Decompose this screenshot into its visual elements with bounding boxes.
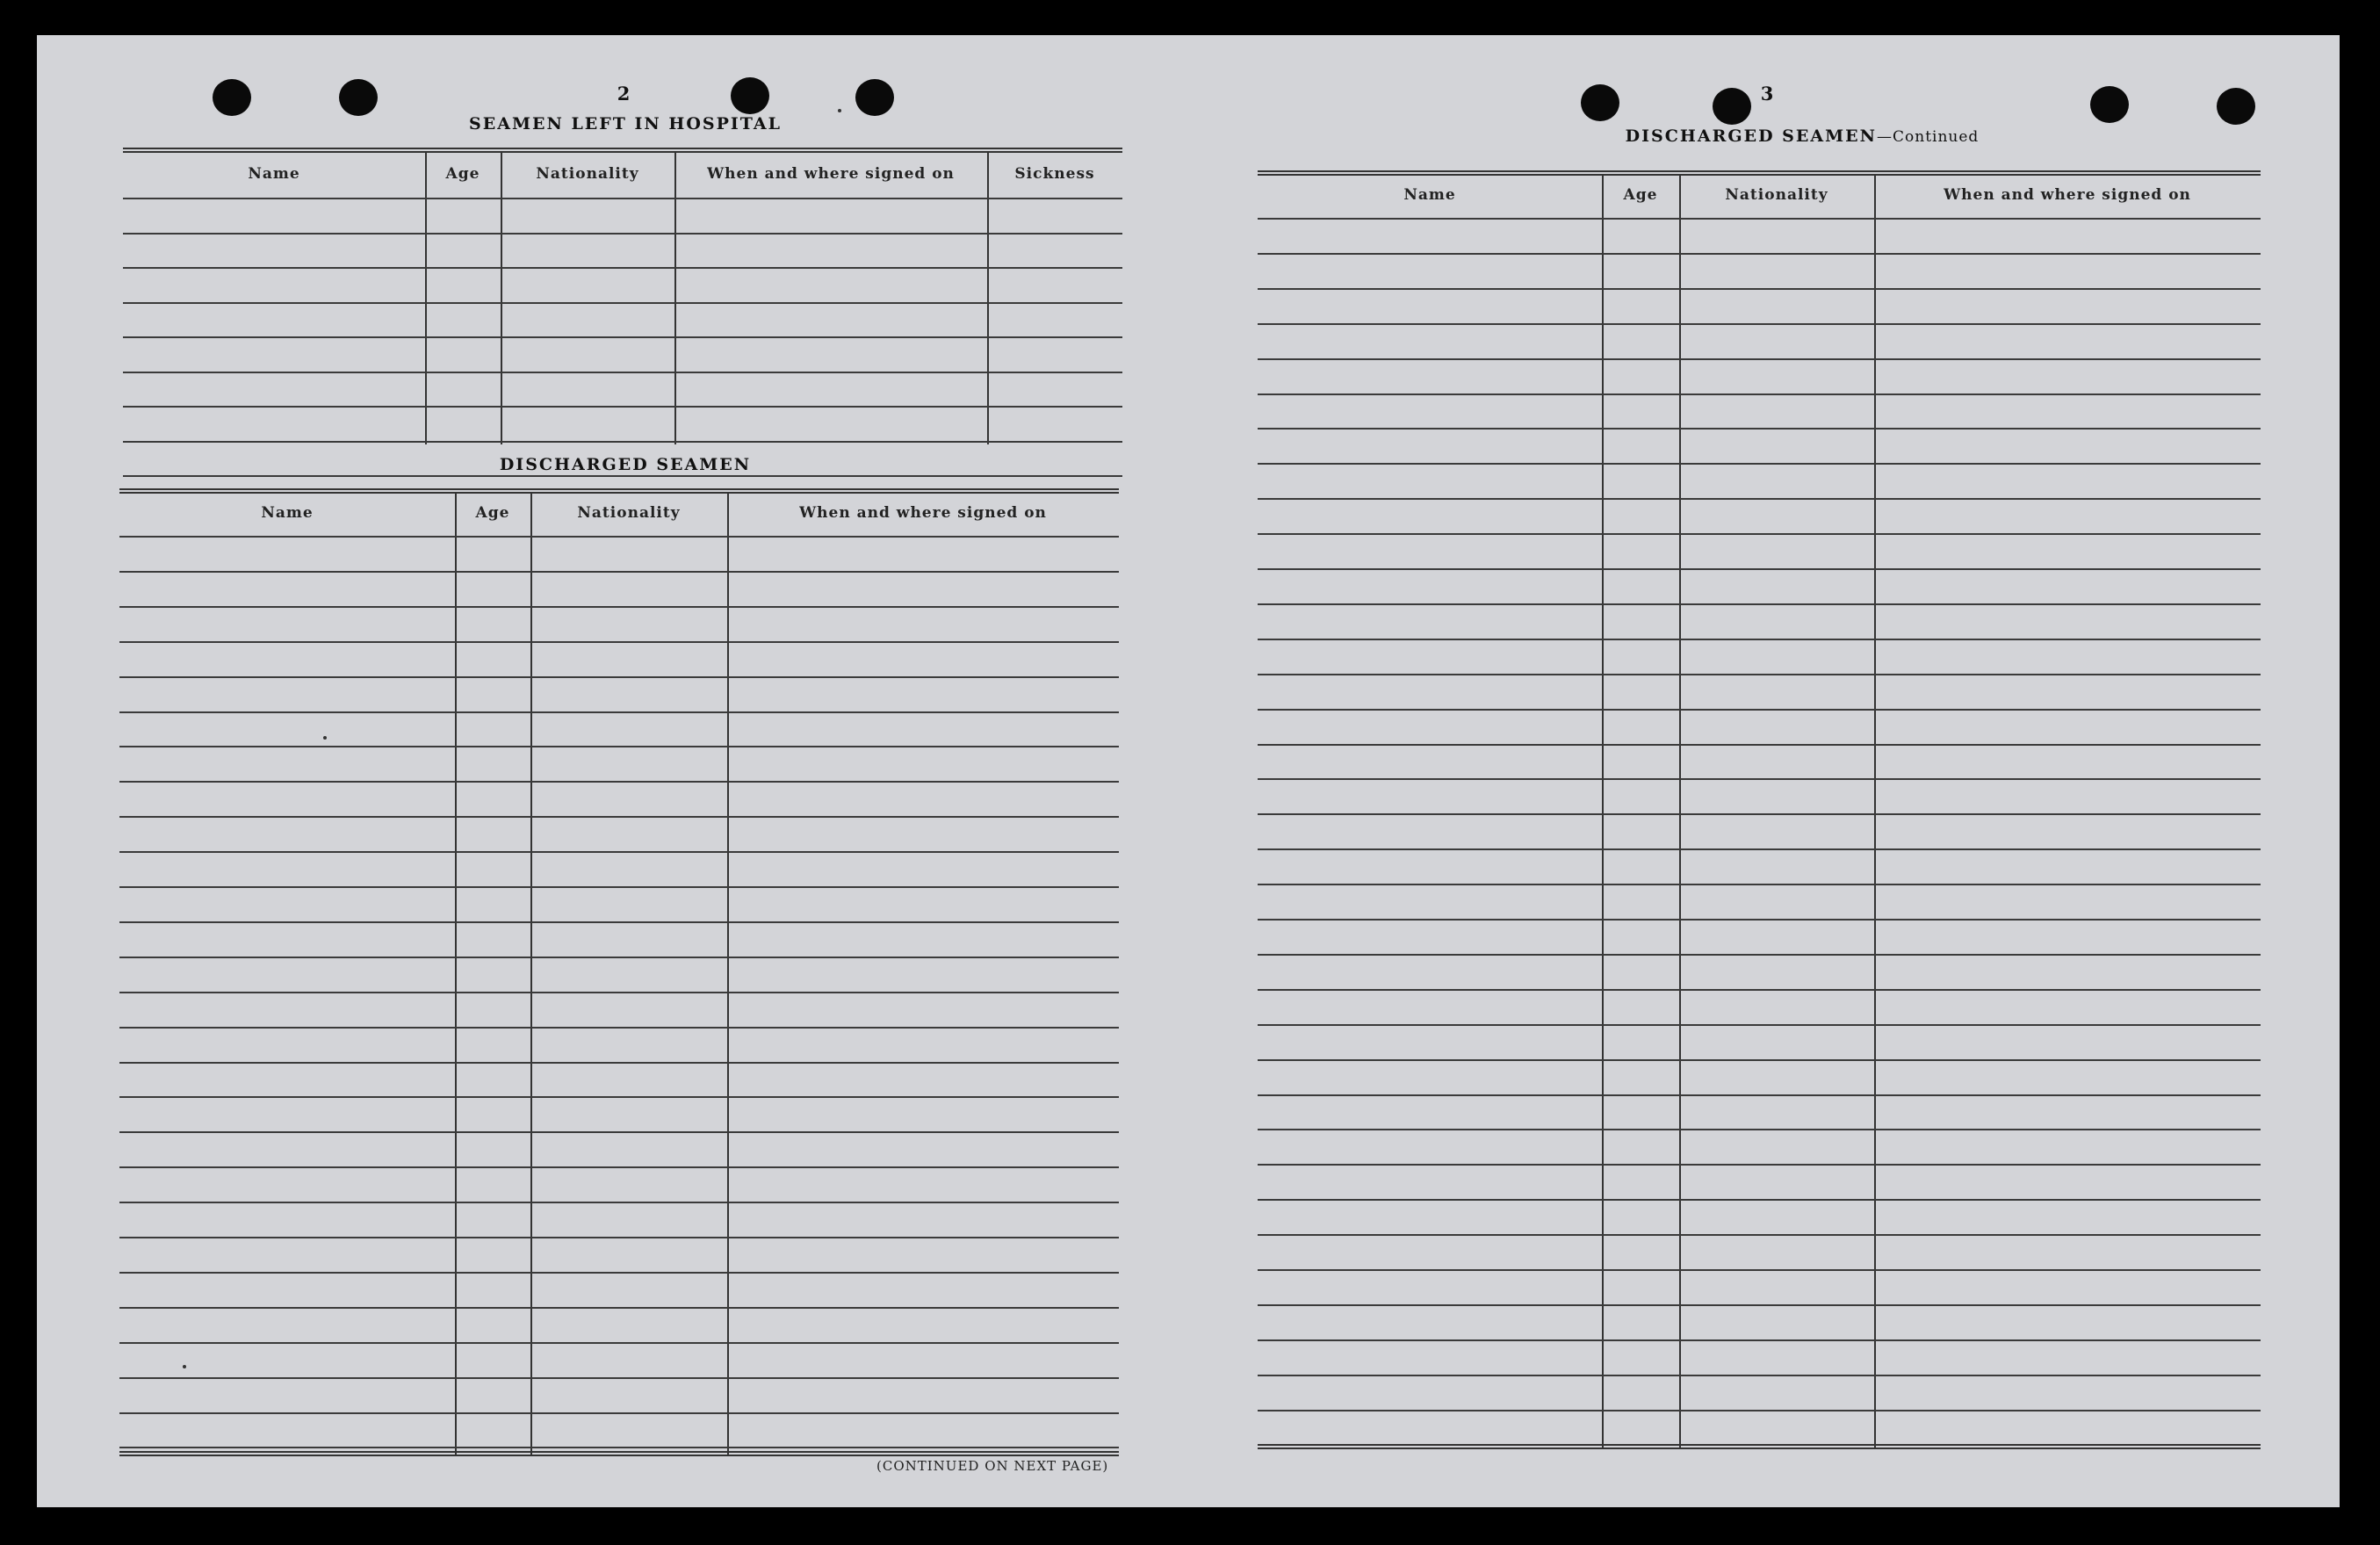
row-rule [119, 1237, 1119, 1238]
row-rule [1258, 1164, 2261, 1166]
row-rule [119, 571, 1119, 573]
row-rule [119, 1377, 1119, 1379]
row-rule [1258, 1059, 2261, 1061]
row-rule [1258, 288, 2261, 290]
row-rule [119, 921, 1119, 923]
row-rule [1258, 428, 2261, 430]
row-rule [1258, 674, 2261, 675]
row-rule [1258, 603, 2261, 605]
row-rule [123, 302, 1122, 304]
col-header-name: Name [261, 504, 314, 522]
row-rule [1258, 848, 2261, 850]
row-rule [119, 536, 1119, 538]
punch-hole [1581, 84, 1619, 121]
column-divider [425, 153, 427, 444]
table-top-rule [119, 488, 1119, 494]
discharged-section-title: DISCHARGED SEAMEN [499, 455, 752, 474]
row-rule [1258, 393, 2261, 395]
col-header-age: Age [1623, 186, 1658, 204]
row-rule [1258, 919, 2261, 921]
punch-hole [2090, 86, 2129, 123]
col-header-nationality: Nationality [1725, 186, 1828, 204]
discharged-table-left [119, 488, 1119, 1490]
row-rule [123, 233, 1122, 235]
row-rule [1258, 1094, 2261, 1096]
row-rule [119, 1027, 1119, 1029]
col-header-name: Name [1403, 186, 1456, 204]
row-rule [1258, 358, 2261, 360]
row-rule [123, 336, 1122, 338]
row-rule [119, 1342, 1119, 1344]
row-rule [119, 606, 1119, 608]
row-rule [123, 267, 1122, 269]
row-rule [119, 1062, 1119, 1064]
row-rule [119, 711, 1119, 713]
punch-hole [2217, 88, 2255, 125]
row-rule [1258, 639, 2261, 640]
row-rule [1258, 1410, 2261, 1411]
row-rule [1258, 744, 2261, 746]
row-rule [1258, 954, 2261, 956]
row-rule [1258, 884, 2261, 885]
row-rule [1258, 533, 2261, 535]
row-rule [1258, 709, 2261, 711]
hospital-table [123, 148, 1122, 480]
table-bottom-rule [1258, 1444, 2261, 1449]
col-header-signed-on: When and where signed on [799, 504, 1047, 522]
column-divider [674, 153, 676, 444]
page-number-right: 3 [1760, 83, 1774, 105]
row-rule [1258, 498, 2261, 500]
row-rule [119, 1307, 1119, 1309]
row-rule [1258, 778, 2261, 780]
col-header-age: Age [475, 504, 510, 522]
discharged-continued-title [1583, 126, 2022, 146]
column-divider [1679, 176, 1681, 1448]
table-bottom-rule [119, 1451, 1119, 1456]
column-divider [727, 494, 729, 1455]
column-divider [455, 494, 457, 1455]
row-rule [119, 851, 1119, 853]
table-top-rule [123, 148, 1122, 153]
row-rule [1258, 253, 2261, 255]
row-rule [119, 1131, 1119, 1133]
row-rule [123, 198, 1122, 199]
col-header-name: Name [248, 165, 300, 183]
page-number-left: 2 [617, 83, 631, 105]
row-rule [119, 992, 1119, 993]
row-rule [119, 781, 1119, 783]
row-rule [119, 746, 1119, 747]
punch-hole [731, 77, 769, 114]
row-rule [119, 1412, 1119, 1414]
ink-speck [838, 109, 841, 112]
row-rule [119, 676, 1119, 678]
discharged-table-right [1258, 170, 2261, 1479]
row-rule [1258, 1024, 2261, 1026]
col-header-age: Age [445, 165, 480, 183]
row-rule [1258, 813, 2261, 815]
row-rule [119, 641, 1119, 643]
hospital-section-title: SEAMEN LEFT IN HOSPITAL [469, 114, 782, 134]
row-rule [119, 1202, 1119, 1203]
row-rule [119, 886, 1119, 888]
column-divider [530, 494, 532, 1455]
col-header-signed-on: When and where signed on [1944, 186, 2191, 204]
row-rule [119, 1166, 1119, 1168]
col-header-sickness: Sickness [1014, 165, 1095, 183]
row-rule [119, 1096, 1119, 1098]
row-rule [1258, 1199, 2261, 1201]
punch-hole [339, 79, 378, 116]
col-header-nationality: Nationality [577, 504, 681, 522]
row-rule [1258, 218, 2261, 220]
row-rule [123, 475, 1122, 477]
row-rule [119, 1447, 1119, 1448]
row-rule [119, 957, 1119, 958]
column-divider [1874, 176, 1876, 1448]
column-divider [987, 153, 989, 444]
column-divider [501, 153, 502, 444]
row-rule [1258, 323, 2261, 325]
table-top-rule [1258, 170, 2261, 176]
row-rule [1258, 463, 2261, 465]
continued-note: (CONTINUED ON NEXT PAGE) [876, 1458, 1109, 1474]
row-rule [119, 1272, 1119, 1274]
col-header-signed-on: When and where signed on [707, 165, 955, 183]
row-rule [1258, 1339, 2261, 1341]
row-rule [123, 441, 1122, 443]
row-rule [1258, 568, 2261, 570]
col-header-nationality: Nationality [536, 165, 639, 183]
row-rule [1258, 1129, 2261, 1130]
row-rule [123, 372, 1122, 373]
row-rule [1258, 1269, 2261, 1271]
row-rule [119, 816, 1119, 818]
column-divider [1602, 176, 1604, 1448]
punch-hole [855, 79, 894, 116]
row-rule [1258, 1304, 2261, 1306]
row-rule [1258, 1234, 2261, 1236]
document-sheet [37, 35, 2340, 1507]
punch-hole [213, 79, 251, 116]
row-rule [1258, 1375, 2261, 1376]
row-rule [1258, 989, 2261, 991]
section-title-suffix: —Continued [1877, 128, 1980, 146]
section-title-main: DISCHARGED SEAMEN [1625, 126, 1877, 146]
row-rule [123, 406, 1122, 408]
